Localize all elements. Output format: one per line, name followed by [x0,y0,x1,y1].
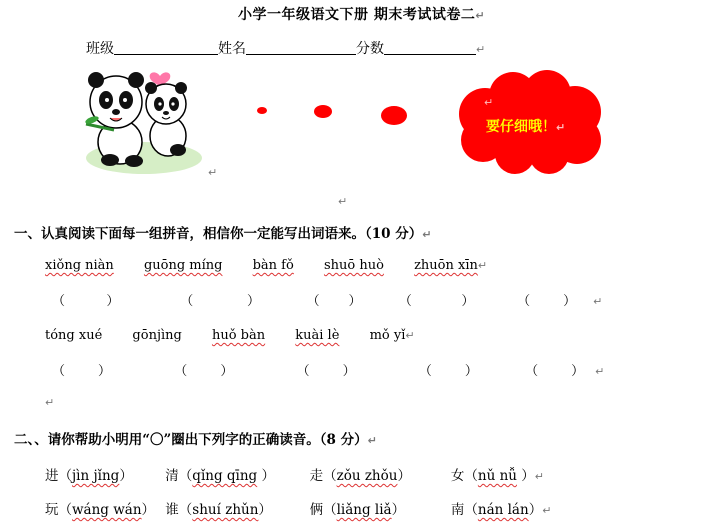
page-title [238,4,485,24]
paragraph-mark-icon: ↵ [208,166,218,179]
answer-blank[interactable]: （ ） [180,294,261,309]
panda-illustration [80,64,210,180]
pinyin-item: gōnjìng [132,328,182,343]
pinyin-item: huǒ bàn [211,328,266,343]
answer-blanks-row-1 [52,290,602,309]
red-dot-large [381,106,407,125]
paragraph-mark-icon: ↵ [593,295,603,308]
pronunciation-item: 清（qǐng qīng ） [165,468,275,484]
pronunciation-item: 进（jìn jǐng） [45,468,133,484]
pronunciation-item: 玩（wáng wán） [45,502,156,518]
class-field[interactable] [114,40,218,55]
pinyin-item: shuō huò [323,258,384,273]
pinyin-options[interactable]: nǔ nǚ [477,468,517,484]
student-info-line [86,38,485,58]
answer-blank[interactable]: （ ） [525,364,585,379]
red-dot-small [257,107,267,114]
paragraph-mark-icon: ↵ [476,43,486,56]
hanzi: 清 [165,468,179,484]
paragraph-mark-icon: ↵ [542,504,552,517]
pronunciation-item: 走（zǒu zhǒu） [309,468,411,484]
section1-heading-text: 一、认真阅读下面每一组拼音，相信你一定能写出词语来。（10 分） [14,226,423,242]
section2-heading [14,428,377,448]
pinyin-options[interactable]: shuí zhǔn [192,502,259,518]
paragraph-mark-icon: ↵ [534,470,544,483]
pronunciation-row-1 [45,464,544,484]
pronunciation-item: 女（nǔ nǚ ） [450,468,535,484]
hanzi: 谁 [165,502,179,518]
hanzi: 玩 [45,502,59,518]
pinyin-options[interactable]: wáng wán [72,502,142,518]
answer-blank[interactable]: （ ） [398,294,475,309]
hanzi: 女 [450,468,465,484]
pinyin-row-2 [45,328,441,343]
pinyin-item: bàn fǒ [252,258,294,273]
pronunciation-item: 谁（shuí zhǔn） [165,502,272,518]
callout-label: 要仔细哦！ [486,119,556,135]
name-field[interactable] [246,40,356,55]
page-title-text: 小学一年级语文下册 期末考试试卷二 [238,7,476,23]
pinyin-options[interactable]: liǎng liǎ [336,502,392,518]
answer-blank[interactable]: （ ） [174,364,234,379]
pinyin-options[interactable]: jìn jǐng [72,468,120,484]
red-dot-medium [314,105,332,118]
paragraph-mark-icon: ↵ [422,228,432,241]
name-label: 姓名 [218,41,246,57]
answer-blanks-row-2 [52,360,604,379]
answer-blank[interactable]: （ ） [418,364,478,379]
hanzi: 进 [45,468,59,484]
answer-blank[interactable]: （ ） [306,294,362,309]
pinyin-row-1 [45,258,513,273]
paragraph-mark-icon: ↵ [338,195,348,208]
score-field[interactable] [384,40,476,55]
hanzi: 走 [309,468,324,484]
pinyin-item: mǒ yǐ [369,328,406,343]
pinyin-item: xiǒng niàn [45,258,114,273]
answer-blank[interactable]: （ ） [517,294,577,309]
paragraph-mark-icon: ↵ [595,365,605,378]
pronunciation-row-2 [45,498,551,518]
paragraph-mark-icon: ↵ [367,434,377,447]
pinyin-options[interactable]: nán lán [477,502,529,518]
pinyin-item: kuài lè [295,328,340,343]
paragraph-mark-icon: ↵ [405,329,415,342]
answer-blank[interactable]: （ ） [52,294,120,309]
pinyin-options[interactable]: qǐng qīng [192,468,258,484]
answer-blank[interactable]: （ ） [296,364,356,379]
callout-text [486,116,565,136]
hanzi: 俩 [309,502,324,518]
hanzi: 南 [450,502,465,518]
pinyin-options[interactable]: zǒu zhǒu [336,468,398,484]
paragraph-mark-icon: ↵ [484,96,494,109]
paragraph-mark-icon: ↵ [477,259,488,272]
paragraph-mark-icon: ↵ [475,9,486,22]
pronunciation-item: 俩（liǎng liǎ） [309,502,406,518]
paragraph-mark-icon: ↵ [45,396,55,409]
pinyin-item: zhuōn xīn [414,258,478,273]
section2-heading-text: 二、、请你帮助小明用“〇”圈出下列字的正确读音。（8 分） [14,432,368,448]
pinyin-item: tóng xué [45,328,103,343]
pronunciation-item: 南（nán lán） [450,502,543,518]
class-label: 班级 [86,41,114,57]
section1-heading [14,222,431,242]
score-label: 分数 [356,41,384,57]
pinyin-item: guōng míng [143,258,223,273]
answer-blank[interactable]: （ ） [52,364,112,379]
paragraph-mark-icon: ↵ [556,121,566,134]
